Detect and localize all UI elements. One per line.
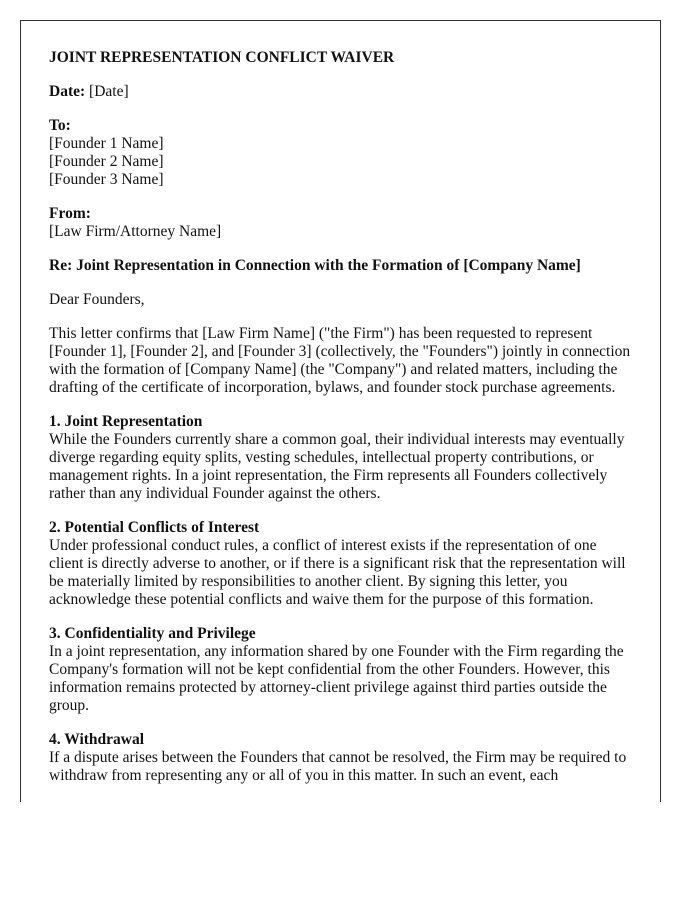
from-label: From: — [49, 205, 91, 222]
section-body: While the Founders currently share a common goal, their individual interests may eventually diverge regarding equity splits, vesting schedules, intellectual property contributions, or management rights. In a joint representation, the Firm represents all Founders collectively rather than any individual Founder against the others. — [49, 431, 625, 502]
from-value: [Law Firm/Attorney Name] — [49, 223, 222, 240]
section-heading: 2. Potential Conflicts of Interest — [49, 519, 260, 536]
section-withdrawal — [49, 731, 632, 785]
recipient-3: [Founder 3 Name] — [49, 171, 164, 188]
salutation: Dear Founders, — [49, 291, 145, 308]
section-confidentiality — [49, 625, 632, 715]
section-potential-conflicts — [49, 519, 632, 609]
document-title: JOINT REPRESENTATION CONFLICT WAIVER — [49, 49, 395, 66]
section-heading: 3. Confidentiality and Privilege — [49, 625, 256, 642]
section-body: Under professional conduct rules, a conflict of interest exists if the representation of one client is directly adverse to another, or if there is a significant risk that the representation will be materially limited by responsibilities to another client. By signing this letter, you acknowledge these potential conflicts and waive them for the purpose of this formation. — [49, 537, 626, 608]
recipient-1: [Founder 1 Name] — [49, 135, 164, 152]
date-label: Date: — [49, 83, 86, 100]
recipient-2: [Founder 2 Name] — [49, 153, 164, 170]
date-line — [49, 83, 632, 101]
section-body: In a joint representation, any information shared by one Founder with the Firm regarding the Company's formation will not be kept confidential from the other Founders. However, this information remains protected by attorney-client privilege against third parties outside the group. — [49, 643, 624, 714]
section-heading: 4. Withdrawal — [49, 731, 145, 748]
to-block — [49, 117, 632, 189]
re-line: Re: Joint Representation in Connection with the Formation of [Company Name] — [49, 257, 581, 274]
document-page — [20, 20, 661, 802]
section-body: If a dispute arises between the Founders that cannot be resolved, the Firm may be required to withdraw from representing any or all of you in this matter. In such an event, each — [49, 749, 627, 784]
date-value: [Date] — [89, 83, 129, 100]
section-heading: 1. Joint Representation — [49, 413, 203, 430]
from-block — [49, 205, 632, 241]
section-joint-representation — [49, 413, 632, 503]
intro-paragraph: This letter confirms that [Law Firm Name] ("the Firm") has been requested to represent [Founder 1], [Founder 2], and [Founder 3] (collectively, the "Founders") jointly in connection with the formation of [Company Name] (the "Company") and related matters, including the drafting of the certificate of incorporation, bylaws, and founder stock purchase agreements. — [49, 325, 631, 396]
to-label: To: — [49, 117, 71, 134]
